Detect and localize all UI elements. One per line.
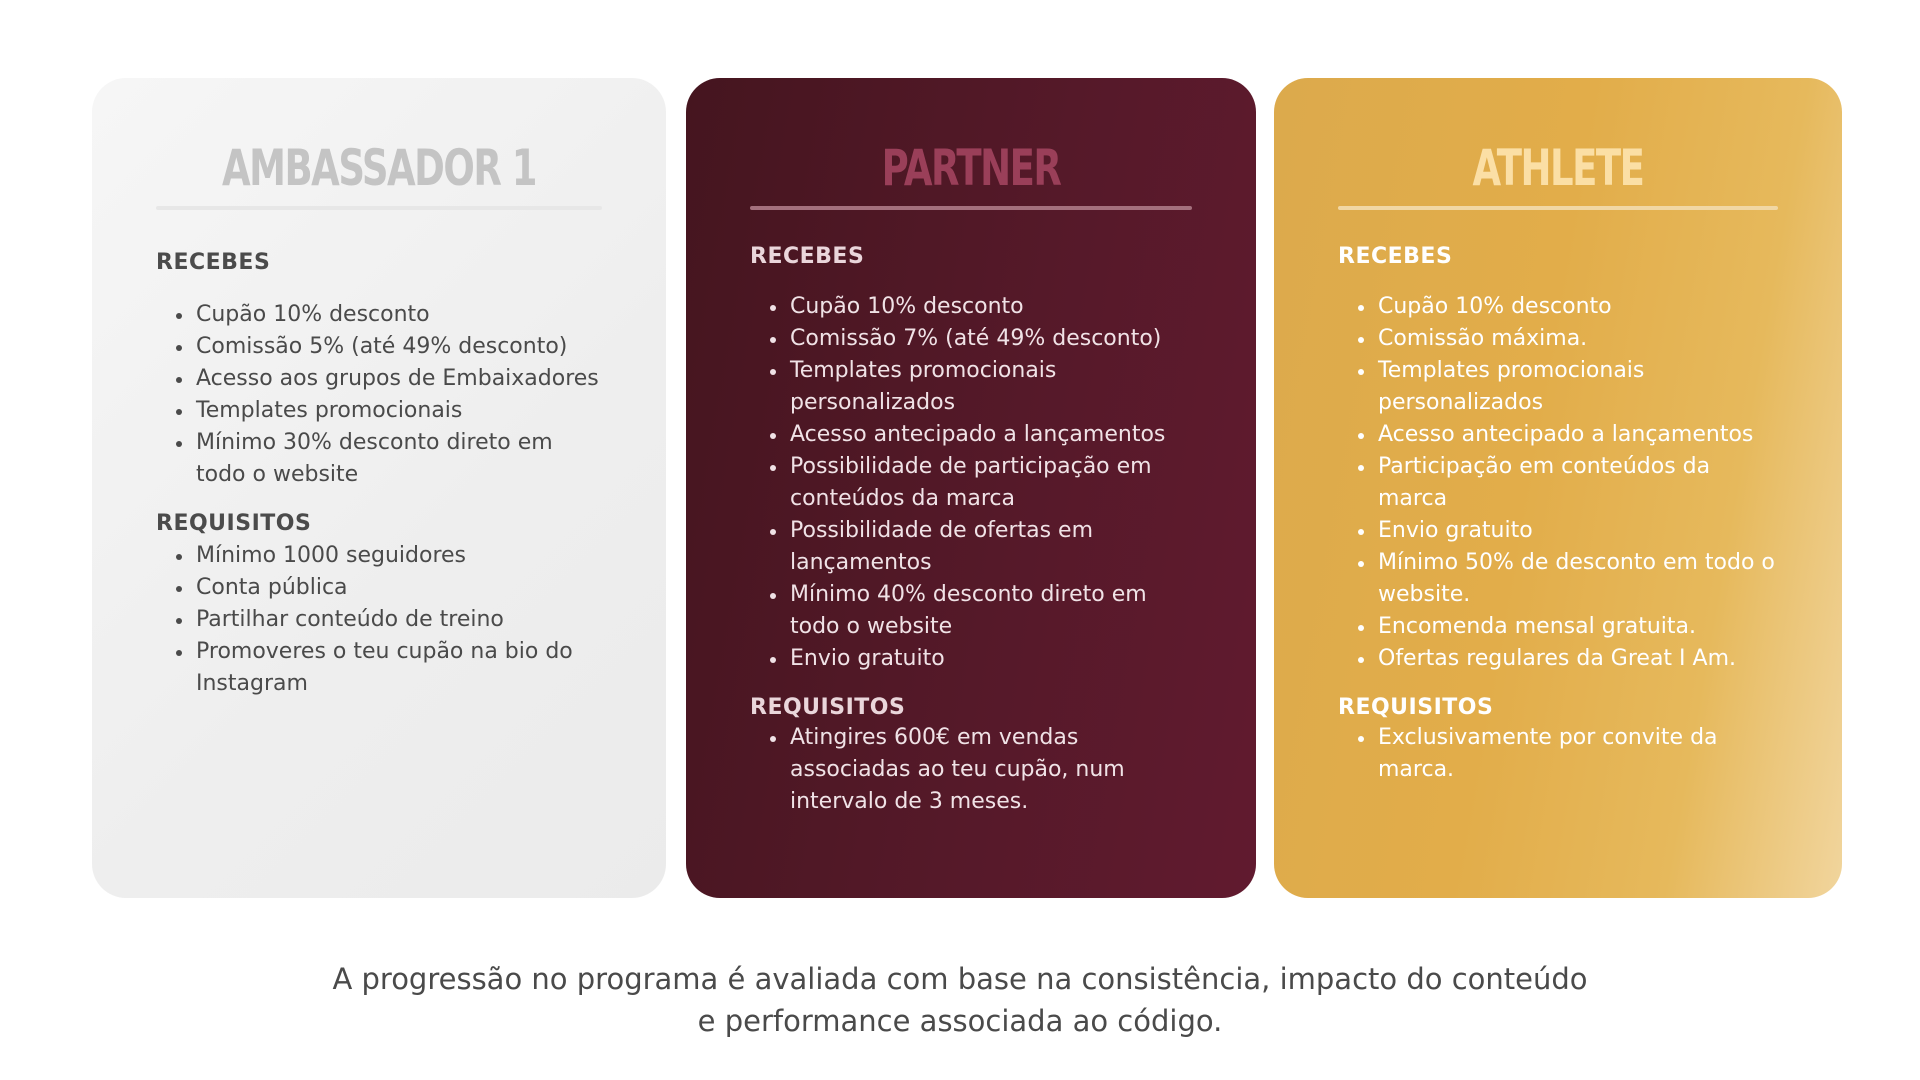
- list-item: Templates promocionais: [196, 395, 602, 427]
- list-item: Acesso aos grupos de Embaixadores: [196, 363, 602, 395]
- list-item: Acesso antecipado a lançamentos: [790, 419, 1192, 451]
- receive-list: [156, 299, 602, 491]
- list-item: Cupão 10% desconto: [196, 299, 602, 331]
- list-item: Partilhar conteúdo de treino: [196, 604, 602, 636]
- requirements-list: [1338, 722, 1778, 786]
- tier-title: PARTNER: [881, 139, 1061, 197]
- requirements-list: [156, 540, 602, 700]
- list-item: Mínimo 40% desconto direto em todo o website: [790, 579, 1192, 643]
- list-item: Comissão 7% (até 49% desconto): [790, 323, 1192, 355]
- requirements-label: REQUISITOS: [156, 511, 312, 536]
- tier-card-ambassador: [92, 78, 666, 898]
- receive-list: [750, 291, 1192, 675]
- footer-line: e performance associada ao código.: [697, 1004, 1223, 1038]
- title-divider: [156, 206, 602, 210]
- list-item: Cupão 10% desconto: [1378, 291, 1778, 323]
- receive-label: RECEBES: [1338, 244, 1453, 269]
- receive-label: RECEBES: [750, 244, 865, 269]
- tier-card-partner: [686, 78, 1256, 898]
- title-divider: [750, 206, 1192, 210]
- list-item: Mínimo 1000 seguidores: [196, 540, 602, 572]
- receive-label: RECEBES: [156, 250, 271, 275]
- list-item: Possibilidade de ofertas em lançamentos: [790, 515, 1192, 579]
- list-item: Comissão 5% (até 49% desconto): [196, 331, 602, 363]
- list-item: Promoveres o teu cupão na bio do Instagram: [196, 636, 602, 700]
- requirements-label: REQUISITOS: [1338, 695, 1494, 720]
- list-item: Atingires 600€ em vendas associadas ao teu cupão, num intervalo de 3 meses.: [790, 722, 1192, 818]
- tier-title: AMBASSADOR 1: [221, 139, 537, 197]
- list-item: Mínimo 30% desconto direto em todo o website: [196, 427, 602, 491]
- list-item: Acesso antecipado a lançamentos: [1378, 419, 1778, 451]
- list-item: Templates promocionais personalizados: [1378, 355, 1778, 419]
- requirements-label: REQUISITOS: [750, 695, 906, 720]
- list-item: Conta pública: [196, 572, 602, 604]
- list-item: Envio gratuito: [790, 643, 1192, 675]
- footer-line: A progressão no programa é avaliada com base na consistência, impacto do conteúdo: [332, 962, 1588, 996]
- list-item: Envio gratuito: [1378, 515, 1778, 547]
- list-item: Templates promocionais personalizados: [790, 355, 1192, 419]
- list-item: Exclusivamente por convite da marca.: [1378, 722, 1778, 786]
- tier-card-athlete: [1274, 78, 1842, 898]
- receive-list: [1338, 291, 1778, 675]
- list-item: Ofertas regulares da Great I Am.: [1378, 643, 1778, 675]
- title-divider: [1338, 206, 1778, 210]
- list-item: Participação em conteúdos da marca: [1378, 451, 1778, 515]
- list-item: Encomenda mensal gratuita.: [1378, 611, 1778, 643]
- list-item: Possibilidade de participação em conteúdos da marca: [790, 451, 1192, 515]
- list-item: Comissão máxima.: [1378, 323, 1778, 355]
- list-item: Cupão 10% desconto: [790, 291, 1192, 323]
- tier-cards: [92, 78, 1840, 898]
- requirements-list: [750, 722, 1192, 818]
- list-item: Mínimo 50% de desconto em todo o website.: [1378, 547, 1778, 611]
- footer-note: [0, 958, 1920, 1042]
- tier-title: ATHLETE: [1472, 139, 1644, 197]
